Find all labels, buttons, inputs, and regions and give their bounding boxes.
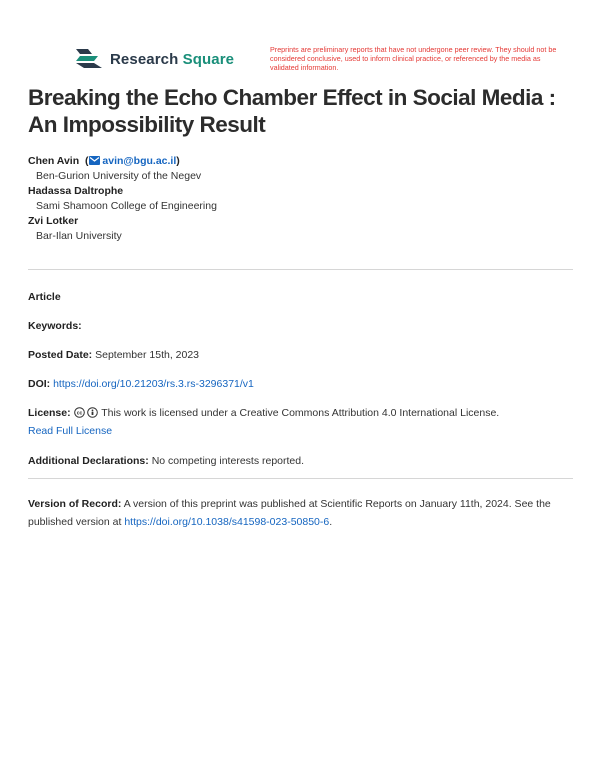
version-of-record-tail: . <box>329 516 333 528</box>
posted-date-row <box>28 346 573 364</box>
section-divider <box>28 478 573 479</box>
envelope-icon <box>89 156 100 165</box>
author-list <box>28 152 217 245</box>
logo-text <box>110 51 234 68</box>
preprint-disclaimer: Preprints are preliminary reports that have not undergone peer review. They should not be considered conclusive, used to inform clinical practice, or referenced by the media as validated information. <box>270 45 557 72</box>
author-name: Hadassa Daltrophe <box>28 185 124 197</box>
research-square-logo[interactable] <box>74 46 234 72</box>
declarations-row <box>28 452 573 470</box>
article-type <box>28 288 573 306</box>
author-name: Zvi Lotker <box>28 215 79 227</box>
author-name: Chen Avin ( avin@bgu.ac.il) <box>28 155 180 167</box>
license-label: License: <box>28 407 71 419</box>
read-full-license-link[interactable]: Read Full License <box>28 425 113 437</box>
attribution-icon <box>87 407 98 418</box>
published-version-link[interactable]: https://doi.org/10.1038/s41598-023-50850-6 <box>124 516 330 528</box>
posted-date-value: September 15th, 2023 <box>95 349 200 361</box>
version-of-record-label: Version of Record: <box>28 498 122 510</box>
doi-label: DOI: <box>28 378 51 390</box>
author-name-text: Chen Avin <box>28 155 80 167</box>
declarations-label: Additional Declarations: <box>28 455 149 467</box>
license-row <box>28 404 573 440</box>
logo-word-square: Square <box>182 50 235 68</box>
author-email-link[interactable]: avin@bgu.ac.il <box>102 155 177 167</box>
creative-commons-icon <box>74 407 85 418</box>
research-square-logo-icon <box>74 46 104 72</box>
keywords-label: Keywords: <box>28 320 82 332</box>
logo-word-research: Research <box>110 50 179 68</box>
section-divider <box>28 269 573 270</box>
license-text: This work is licensed under a Creative Commons Attribution 4.0 International License. <box>101 407 500 419</box>
svg-text:cc: cc <box>76 410 82 417</box>
doi-row <box>28 375 573 393</box>
version-of-record-text: A version of this preprint was published at Scientific Reports on January 11th, 2024. See the published version at <box>28 498 551 528</box>
paper-title: Breaking the Echo Chamber Effect in Social Media : An Impossibility Result <box>28 85 556 137</box>
author-affiliation: Bar-Ilan University <box>36 230 122 242</box>
posted-date-label: Posted Date: <box>28 349 93 361</box>
author-affiliation: Sami Shamoon College of Engineering <box>36 200 217 212</box>
declarations-value: No competing interests reported. <box>151 455 305 467</box>
article-type-label: Article <box>28 291 61 303</box>
keywords-row <box>28 317 573 335</box>
doi-link[interactable]: https://doi.org/10.21203/rs.3.rs-3296371/v1 <box>53 378 254 390</box>
author-affiliation: Ben-Gurion University of the Negev <box>36 170 202 182</box>
version-of-record <box>28 495 573 531</box>
